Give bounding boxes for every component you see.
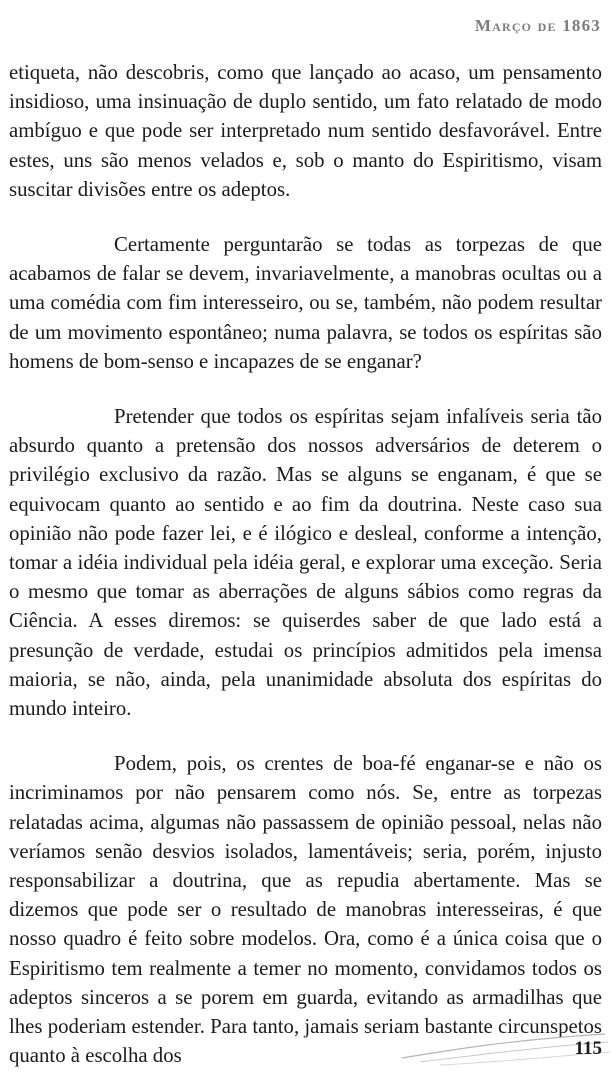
page-body	[9, 58, 602, 1071]
running-header: Março de 1863	[474, 16, 601, 35]
paragraph-1: etiqueta, não descobris, como que lançado ao acaso, um pensamento insidioso, uma insinuação de duplo sentido, um fato relatado de modo ambíguo e que pode ser interpretado num sentido desfavorável. Entre estes, uns são menos velados e, sob o manto do Espiritismo, visam suscitar divisões entre os adeptos.	[9, 61, 602, 201]
paragraph-3: Pretender que todos os espíritas sejam infalíveis seria tão absurdo quanto a pretensão dos nossos adversários de deterem o privilégio exclusivo da razão. Mas se alguns se enganam, é que se equivocam quanto ao sentido e ao fim da doutrina. Neste caso sua opinião não pode fazer lei, e é ilógico e desleal, conforme a intenção, tomar a idéia individual pela idéia geral, e explorar uma exceção. Seria o mesmo que tomar as aberrações de alguns sábios como regras da Ciência. A esses diremos: se quiserdes saber de que lado está a presunção de verdade, estudai os princípios admitidos pela imensa maioria, se não, ainda, pela unanimidade absoluta dos espíritas do mundo inteiro.	[9, 405, 602, 721]
page-number: 115	[574, 1038, 602, 1059]
paragraph-4: Podem, pois, os crentes de boa-fé enganar-se e não os incriminamos por não pensarem como nós. Se, entre as torpezas relatadas acima, algumas não passassem de opinião pessoal, nelas não veríamos senão desvios isolados, lamentáveis; seria, porém, injusto responsabilizar a doutrina, que as repudia abertamente. Mas se dizemos que pode ser o resultado de manobras interesseiras, é que nosso quadro é feito sobre modelos. Ora, como é a única coisa que o Espiritismo tem realmente a temer no momento, convidamos todos os adeptos sinceros a se porem em guarda, evitando as armadilhas que lhes poderiam estender. Para tanto, jamais seriam bastante circunspetos quanto à escolha dos	[9, 752, 602, 1068]
paragraph-2: Certamente perguntarão se todas as torpezas de que acabamos de falar se devem, invariavelmente, a manobras ocultas ou a uma comédia com fim interesseiro, ou se, também, não podem resultar de um movimento espontâneo; numa palavra, se todos os espíritas são homens de bom-senso e incapazes de se enganar?	[9, 233, 602, 373]
